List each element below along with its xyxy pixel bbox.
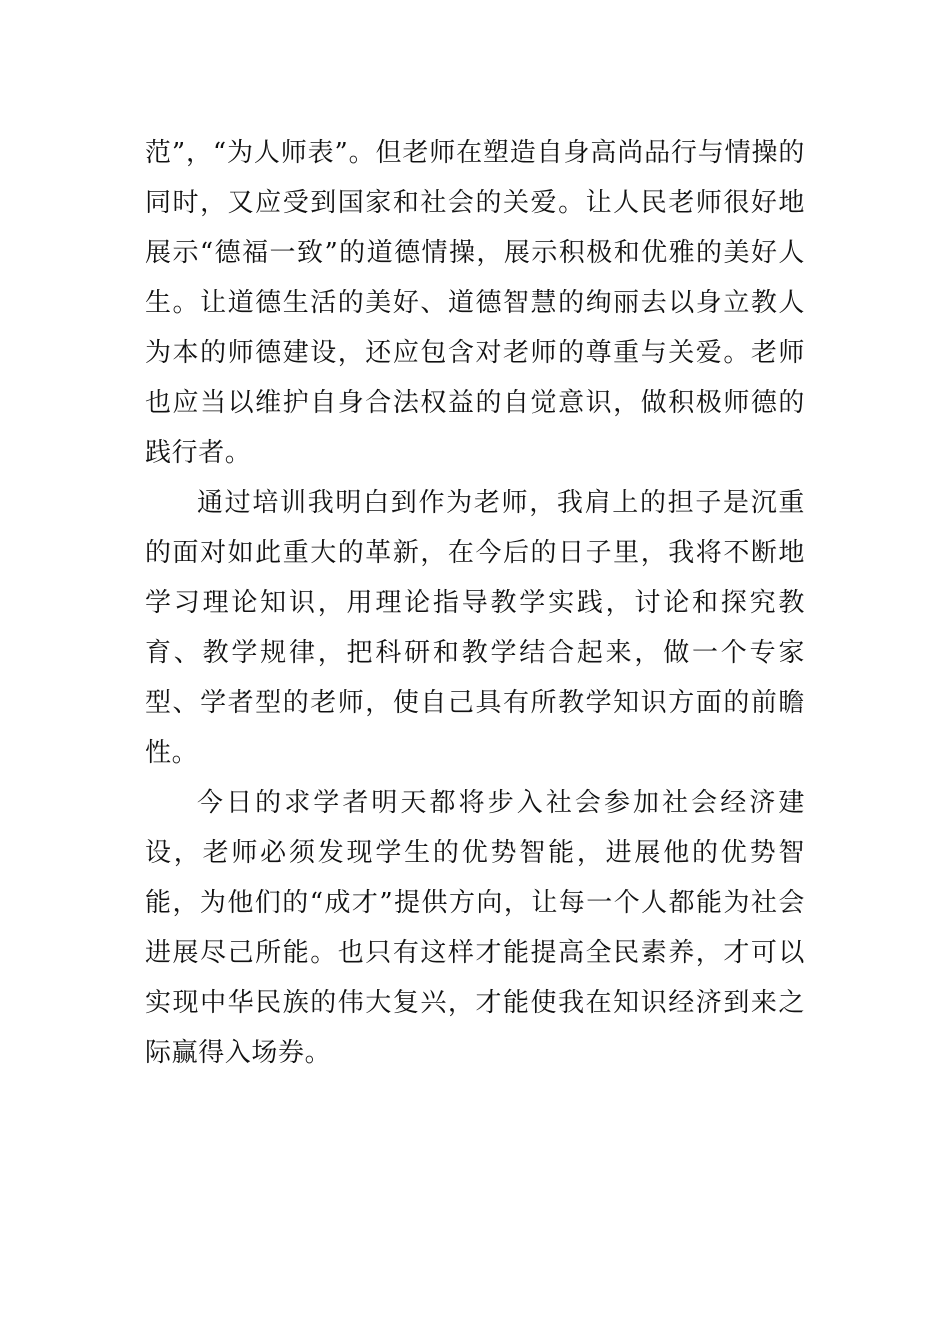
document-body bbox=[145, 128, 805, 1078]
paragraph-2: 通过培训我明白到作为老师，我肩上的担子是沉重的面对如此重大的革新，在今后的日子里，我将不断地学习理论知识，用理论指导教学实践，讨论和探究教育、教学规律，把科研和教学结合起来，做一个专家型、学者型的老师，使自己具有所教学知识方面的前瞻性。 bbox=[145, 488, 805, 768]
paragraph-3: 今日的求学者明天都将步入社会参加社会经济建设，老师必须发现学生的优势智能，进展他的优势智能，为他们的“成才”提供方向，让每一个人都能为社会进展尽己所能。也只有这样才能提高全民素养，才可以实现中华民族的伟大复兴，才能使我在知识经济到来之际赢得入场券。 bbox=[145, 788, 805, 1068]
paragraph-1: 范”，“为人师表”。但老师在塑造自身高尚品行与情操的同时，又应受到国家和社会的关爱。让人民老师很好地展示“德福一致”的道德情操，展示积极和优雅的美好人生。让道德生活的美好、道德智慧的绚丽去以身立教人为本的师德建设，还应包含对老师的尊重与关爱。老师也应当以维护自身合法权益的自觉意识，做积极师德的践行者。 bbox=[145, 138, 805, 468]
